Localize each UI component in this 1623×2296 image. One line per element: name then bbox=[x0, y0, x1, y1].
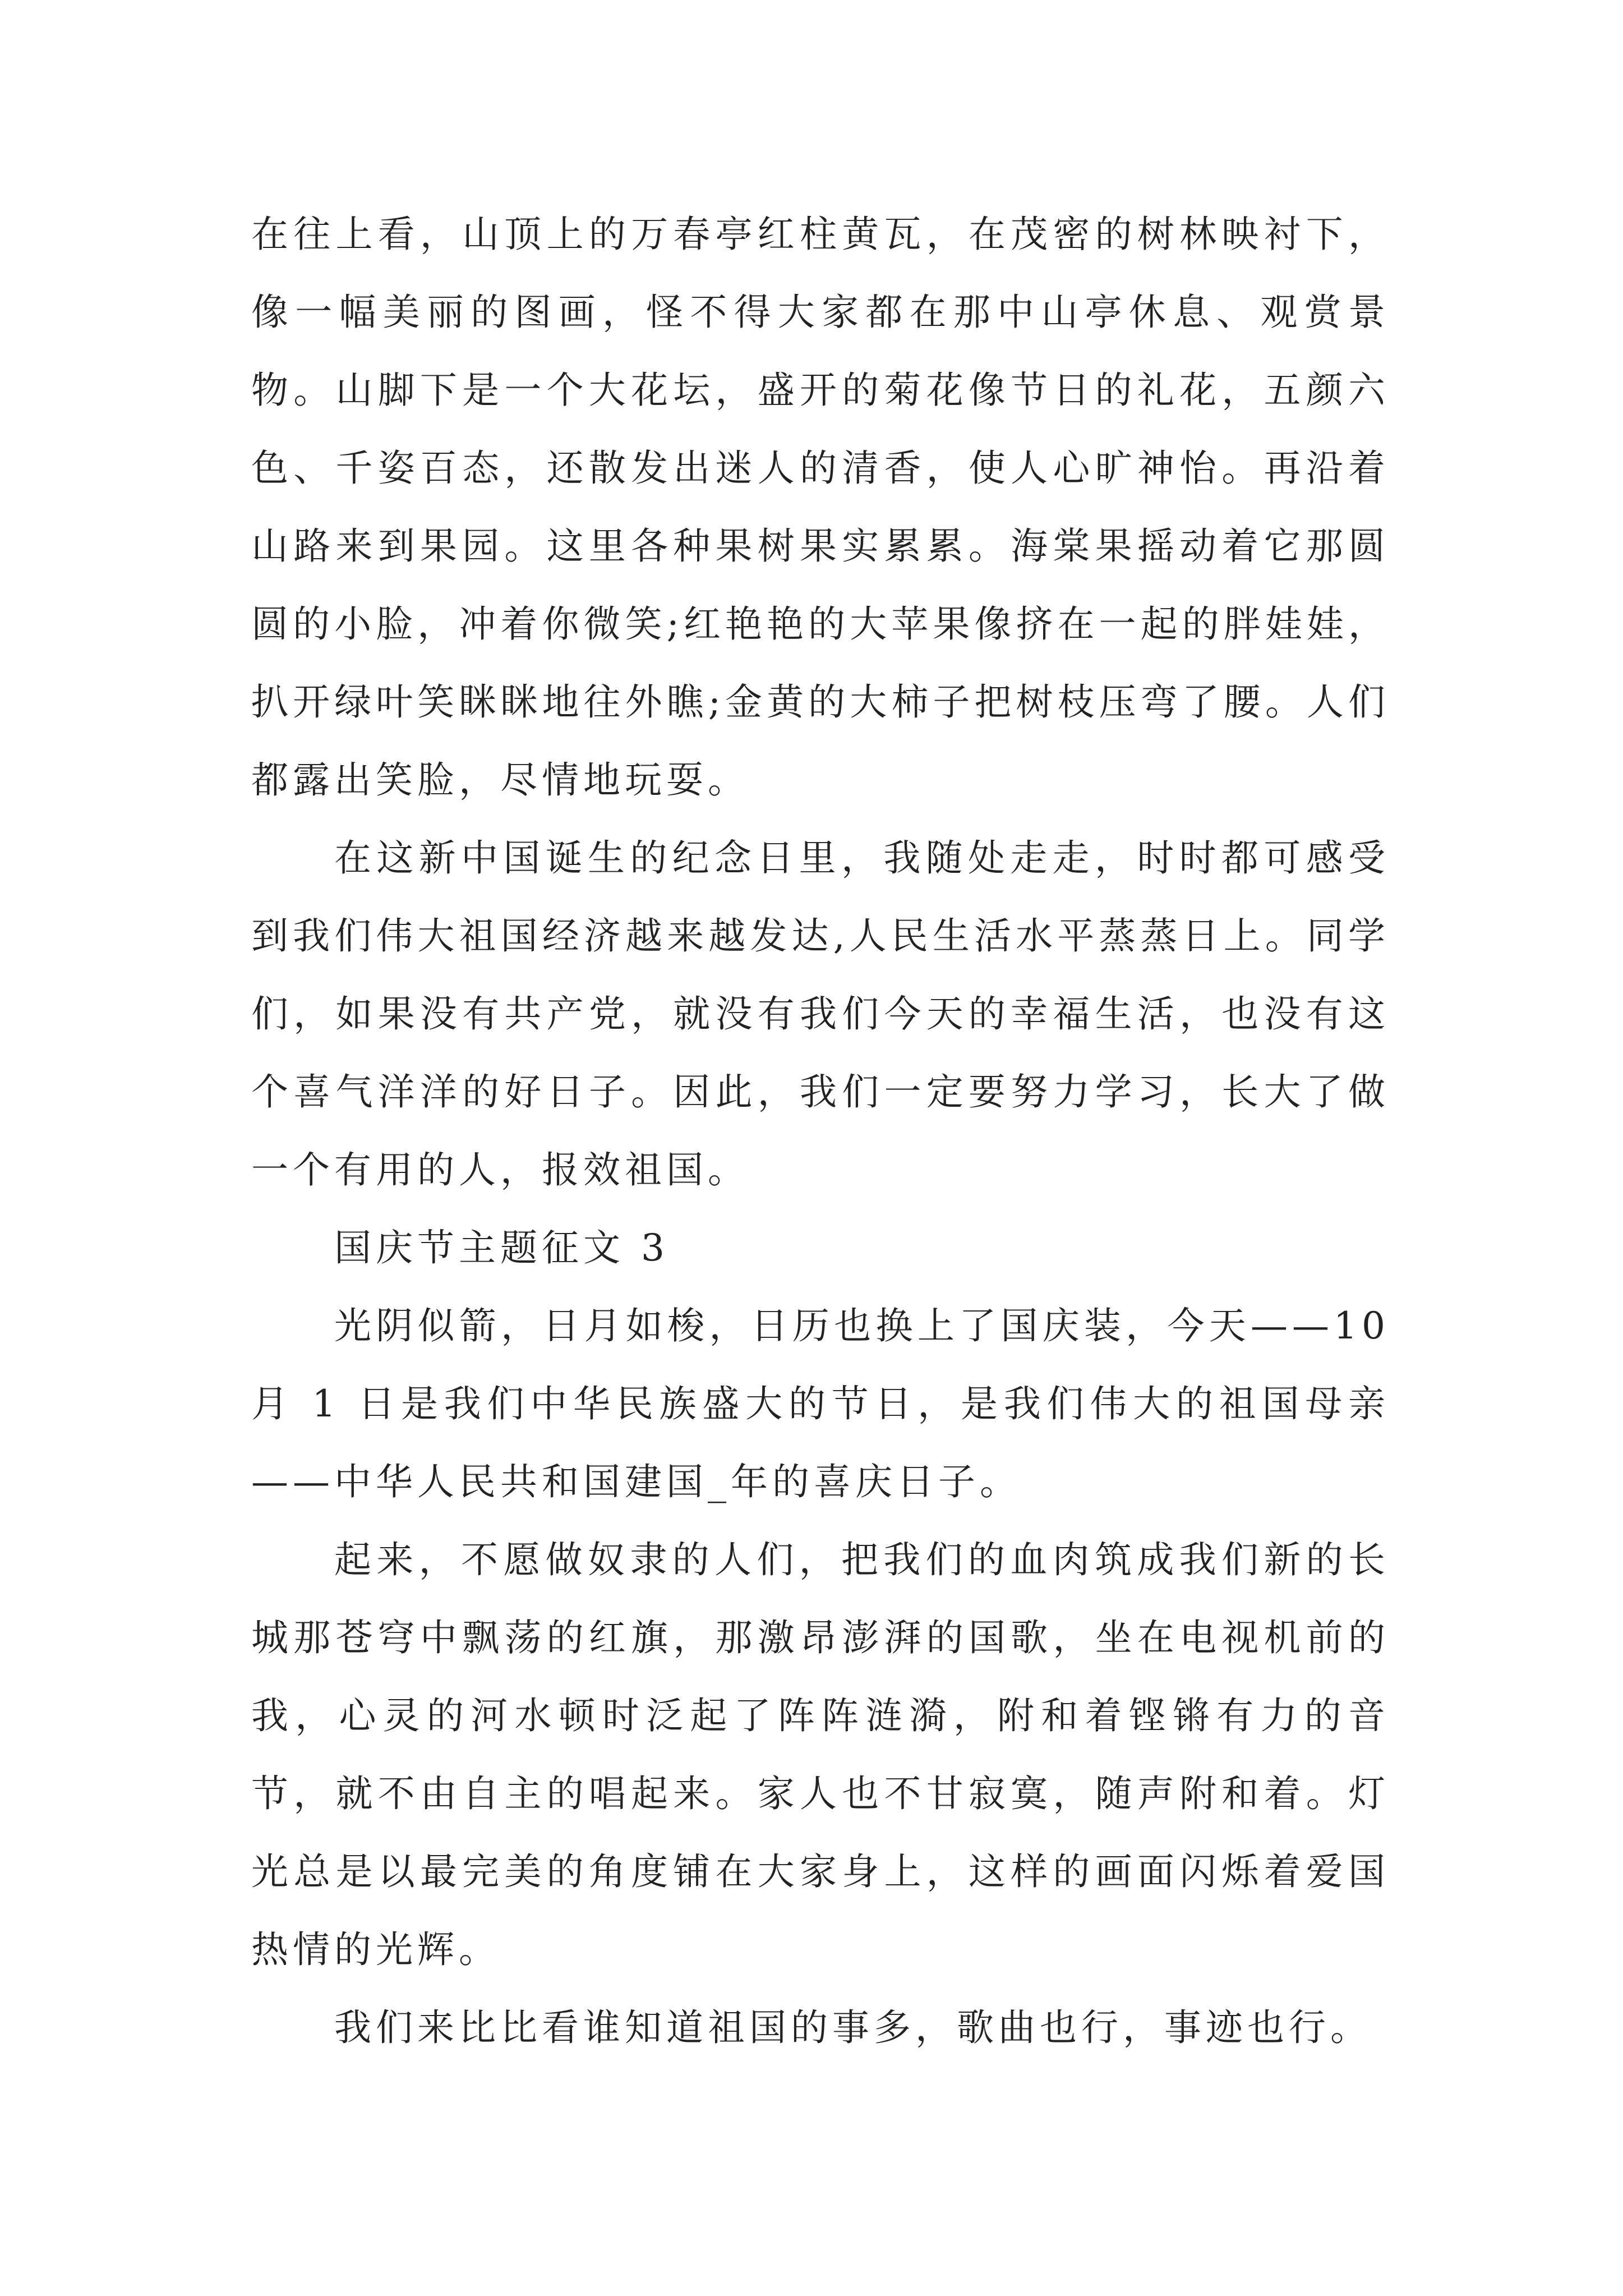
paragraph-1: 在往上看，山顶上的万春亭红柱黄瓦，在茂密的树林映衬下，像一幅美丽的图画，怪不得大家都在那中山亭休息、观赏景物。山脚下是一个大花坛，盛开的菊花像节日的礼花，五颜六色、千姿百态，还散发出迷人的清香，使人心旷神怡。再沿着山路来到果园。这里各种果树果实累累。海棠果摇动着它那圆圆的小脸，冲着你微笑;红艳艳的大苹果像挤在一起的胖娃娃，扒开绿叶笑眯眯地往外瞧;金黄的大柿子把树枝压弯了腰。人们都露出笑脸，尽情地玩耍。 bbox=[251, 213, 1390, 802]
body-text bbox=[251, 195, 1390, 2067]
paragraph-3: 光阴似箭，日月如梭，日历也换上了国庆装，今天——10 月 1 日是我们中华民族盛大的节日，是我们伟大的祖国母亲——中华人民共和国建国_年的喜庆日子。 bbox=[251, 1304, 1390, 1503]
paragraph-4: 起来，不愿做奴隶的人们，把我们的血肉筑成我们新的长城那苍穹中飘荡的红旗，那激昂澎湃的国歌，坐在电视机前的我，心灵的河水顿时泛起了阵阵涟漪，附和着铿锵有力的音节，就不由自主的唱起来。家人也不甘寂寞，随声附和着。灯光总是以最完美的角度铺在大家身上，这样的画面闪烁着爱国热情的光辉。 bbox=[251, 1538, 1390, 1971]
section-heading: 国庆节主题征文 3 bbox=[334, 1226, 669, 1269]
paragraph-2: 在这新中国诞生的纪念日里，我随处走走，时时都可感受到我们伟大祖国经济越来越发达,人民生活水平蒸蒸日上。同学们，如果没有共产党，就没有我们今天的幸福生活，也没有这个喜气洋洋的好日子。因此，我们一定要努力学习，长大了做一个有用的人，报效祖国。 bbox=[251, 836, 1390, 1191]
paragraph-5: 我们来比比看谁知道祖国的事多，歌曲也行，事迹也行。 bbox=[334, 2006, 1372, 2049]
